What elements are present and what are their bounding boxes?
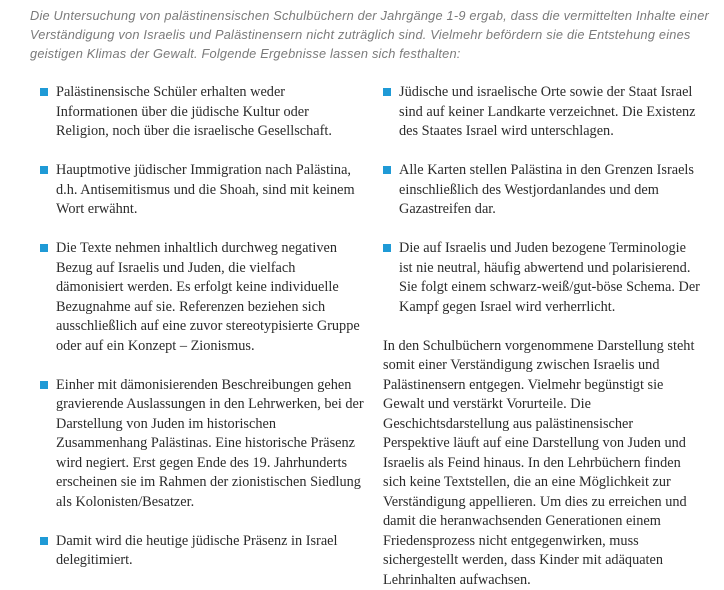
bullet-item [40, 161, 365, 220]
bullet-text: Jüdische und israelische Orte sowie der Staat Israel sind auf keiner Landkarte verzeichnet. Die Existenz des Staates Israel wird unterschlagen. [399, 84, 696, 139]
bullet-text: Die auf Israelis und Juden bezogene Terminologie ist nie neutral, häufig abwertend und polarisierend. Sie folgt einem schwarz-weiß/gut-böse Schema. Der Kampf gegen Israel wird verherrlicht. [399, 240, 700, 315]
bullet-item [40, 532, 365, 571]
right-column [383, 83, 703, 590]
bullet-item [40, 239, 365, 356]
conclusion-paragraph: In den Schulbüchern vorgenommene Darstellung steht somit einer Verständigung zwischen Israelis und Palästinensern entgegen. Vielmehr begünstigt sie Gewalt und verstärkt Vorurteile. Die Geschichtsdarstellung aus palästinensischer Perspektive läuft auf eine Darstellung von Juden und Israelis als Feind hinaus. In den Lehrbüchern finden sich keine Textstellen, die an eine Möglichkeit zur Verständigung appellieren. Um dies zu erreichen und damit die heranwachsenden Generationen einem Friedensprozess nicht entgegenwirken, muss sichergestellt werden, dass Kinder mit adäquaten Lehrinhalten aufwachsen. [383, 337, 703, 590]
bullet-item [383, 161, 703, 220]
bullet-text: Hauptmotive jüdischer Immigration nach Palästina, d.h. Antisemitismus und die Shoah, sind mit keinem Wort erwähnt. [56, 162, 355, 217]
left-column [40, 83, 365, 571]
square-bullet-icon [383, 88, 391, 96]
bullet-text: Palästinensische Schüler erhalten weder Informationen über die jüdische Kultur oder Religion, noch über die israelische Gesellschaft. [56, 84, 332, 139]
square-bullet-icon [40, 166, 48, 174]
bullet-text: Alle Karten stellen Palästina in den Grenzen Israels einschließlich des Westjordanlandes und dem Gazastreifen dar. [399, 162, 694, 217]
bullet-text: Einher mit dämonisierenden Beschreibungen gehen gravierende Auslassungen in den Lehrwerken, bei der Darstellung von Juden im historischen Zusammenhang Palästinas. Eine historische Präsenz wird negiert. Erst gegen Ende des 19. Jahrhunderts erscheinen sie im Rahmen der zionistischen Siedlung als Kolonisten/Besatzer. [56, 377, 364, 510]
square-bullet-icon [40, 244, 48, 252]
bullet-item [40, 83, 365, 142]
square-bullet-icon [383, 166, 391, 174]
bullet-item [383, 83, 703, 142]
square-bullet-icon [40, 381, 48, 389]
bullet-text: Damit wird die heutige jüdische Präsenz in Israel delegitimiert. [56, 533, 337, 569]
bullet-item [40, 376, 365, 513]
bullet-text: Die Texte nehmen inhaltlich durchweg negativen Bezug auf Israelis und Juden, die vielfach dämonisiert werden. Es erfolgt keine individuelle Bezugnahme auf sie. Referenzen beziehen sich ausschließlich auf eine zuvor stereotypisierte Gruppe oder auf ein Konzept – Zionismus. [56, 240, 360, 354]
square-bullet-icon [383, 244, 391, 252]
intro-paragraph: Die Untersuchung von palästinensischen Schulbüchern der Jahrgänge 1-9 ergab, dass die vermittelten Inhalte einer Verständigung von Israelis und Palästinensern nicht zuträglich sind. Vielmehr befördern sie die Entstehung eines geistigen Klimas der Gewalt. Folgende Ergebnisse lassen sich festhalten: [30, 6, 710, 63]
bullet-item [383, 239, 703, 317]
square-bullet-icon [40, 88, 48, 96]
square-bullet-icon [40, 537, 48, 545]
